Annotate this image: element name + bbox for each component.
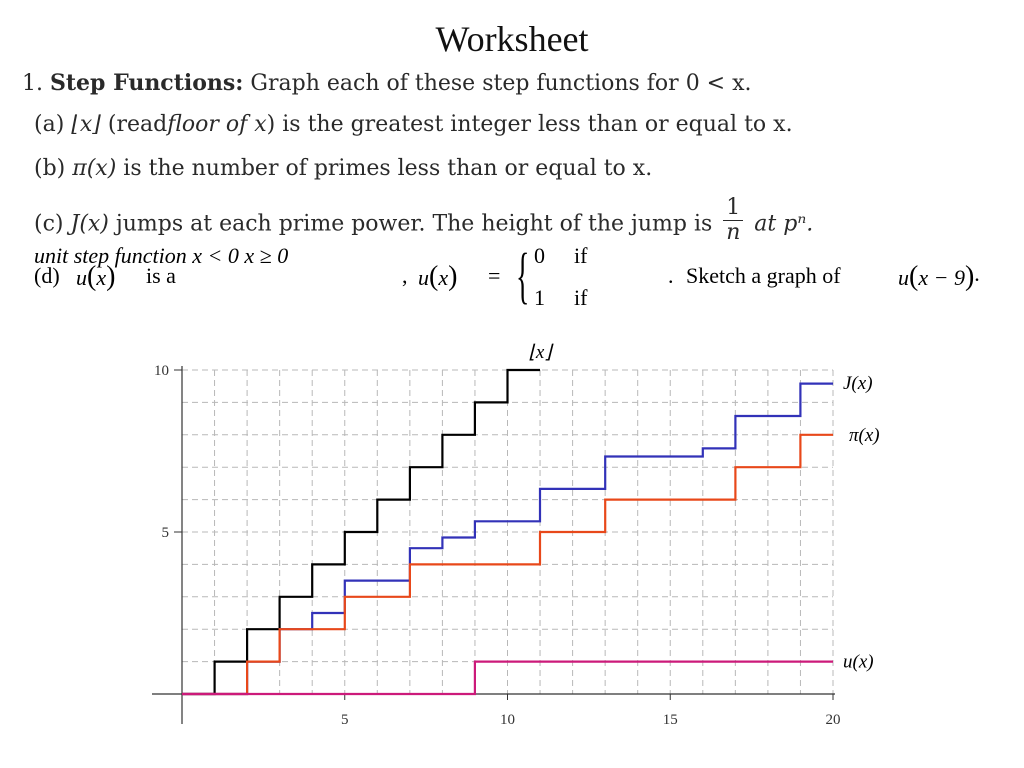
part-c-fraction bbox=[723, 196, 743, 245]
part-d bbox=[34, 242, 980, 315]
series-label: J(x) bbox=[843, 372, 873, 394]
part-d-shifted-term: u(x − 9) . bbox=[898, 261, 980, 292]
cases-brace: { bbox=[516, 242, 530, 310]
part-b-text: is the number of primes less than or equal to x. bbox=[123, 156, 653, 181]
part-d-sketch: Sketch a graph of bbox=[686, 263, 841, 288]
part-b bbox=[34, 156, 652, 181]
y-tick-label: 5 bbox=[161, 525, 169, 541]
x-tick-label: 20 bbox=[825, 712, 841, 728]
problem-heading: Step Functions: bbox=[50, 70, 244, 96]
x-symbol: x bbox=[438, 265, 449, 290]
case1-value: 0 bbox=[534, 243, 545, 268]
case2-condition: x ≥ 0 bbox=[244, 243, 289, 268]
fraction-denominator: n bbox=[726, 220, 741, 245]
series-line bbox=[182, 370, 540, 694]
part-b-symbol: π(x) bbox=[72, 156, 117, 181]
part-d-name: unit step function bbox=[34, 243, 187, 268]
part-c-label: (c) bbox=[34, 211, 64, 237]
part-d-end: . bbox=[974, 261, 980, 286]
part-d-period: . bbox=[668, 263, 674, 288]
part-a bbox=[34, 112, 793, 137]
series-label: u(x) bbox=[843, 651, 874, 673]
part-d-u-term-2: u(x) bbox=[418, 261, 458, 292]
part-a-read-open: (read bbox=[107, 112, 168, 137]
x-tick-label: 10 bbox=[500, 712, 515, 728]
page-title: Worksheet bbox=[435, 19, 589, 59]
y-tick-label: 10 bbox=[154, 363, 169, 379]
problem-number: 1. bbox=[22, 71, 43, 96]
x-tick-label: 15 bbox=[662, 712, 678, 728]
series-label: ⌊x⌋ bbox=[528, 342, 552, 363]
case1-condition: x < 0 bbox=[192, 243, 239, 268]
part-c bbox=[34, 195, 814, 249]
part-c-symbol: J(x) bbox=[70, 211, 109, 237]
part-d-equals: = bbox=[488, 263, 501, 288]
part-a-label: (a) bbox=[34, 112, 65, 137]
problem-instruction: Graph each of these step functions for 0 < x. bbox=[250, 71, 752, 96]
shift-argument: x − 9 bbox=[918, 265, 965, 290]
x-tick-label: 5 bbox=[341, 712, 349, 728]
part-c-tail: at pⁿ. bbox=[754, 211, 814, 237]
case2-value: 1 bbox=[534, 285, 545, 310]
case1-if: if bbox=[574, 243, 588, 268]
series-line bbox=[182, 435, 833, 694]
series-line bbox=[182, 384, 833, 694]
part-d-is-a: is a bbox=[146, 263, 176, 288]
x-symbol: x bbox=[96, 265, 107, 290]
fraction-numerator: 1 bbox=[723, 196, 743, 221]
u-symbol: u bbox=[76, 265, 87, 290]
part-a-read-name: floor of x bbox=[167, 112, 267, 137]
case2-if: if bbox=[574, 285, 588, 310]
part-d-comma: , bbox=[402, 263, 408, 288]
u-symbol: u bbox=[898, 265, 909, 290]
part-b-label: (b) bbox=[34, 156, 66, 181]
part-a-symbol: ⌊x⌋ bbox=[71, 112, 101, 137]
part-d-label: (d) bbox=[34, 263, 60, 288]
part-d-u-term: u(x) bbox=[76, 261, 116, 292]
part-a-text: ) is the greatest integer less than or equal to x. bbox=[266, 112, 793, 137]
part-c-text: jumps at each prime power. The height of the jump is bbox=[115, 211, 713, 237]
series-label: π(x) bbox=[849, 424, 880, 446]
u-symbol: u bbox=[418, 265, 429, 290]
series-line bbox=[182, 662, 833, 694]
problem-statement bbox=[22, 70, 752, 96]
